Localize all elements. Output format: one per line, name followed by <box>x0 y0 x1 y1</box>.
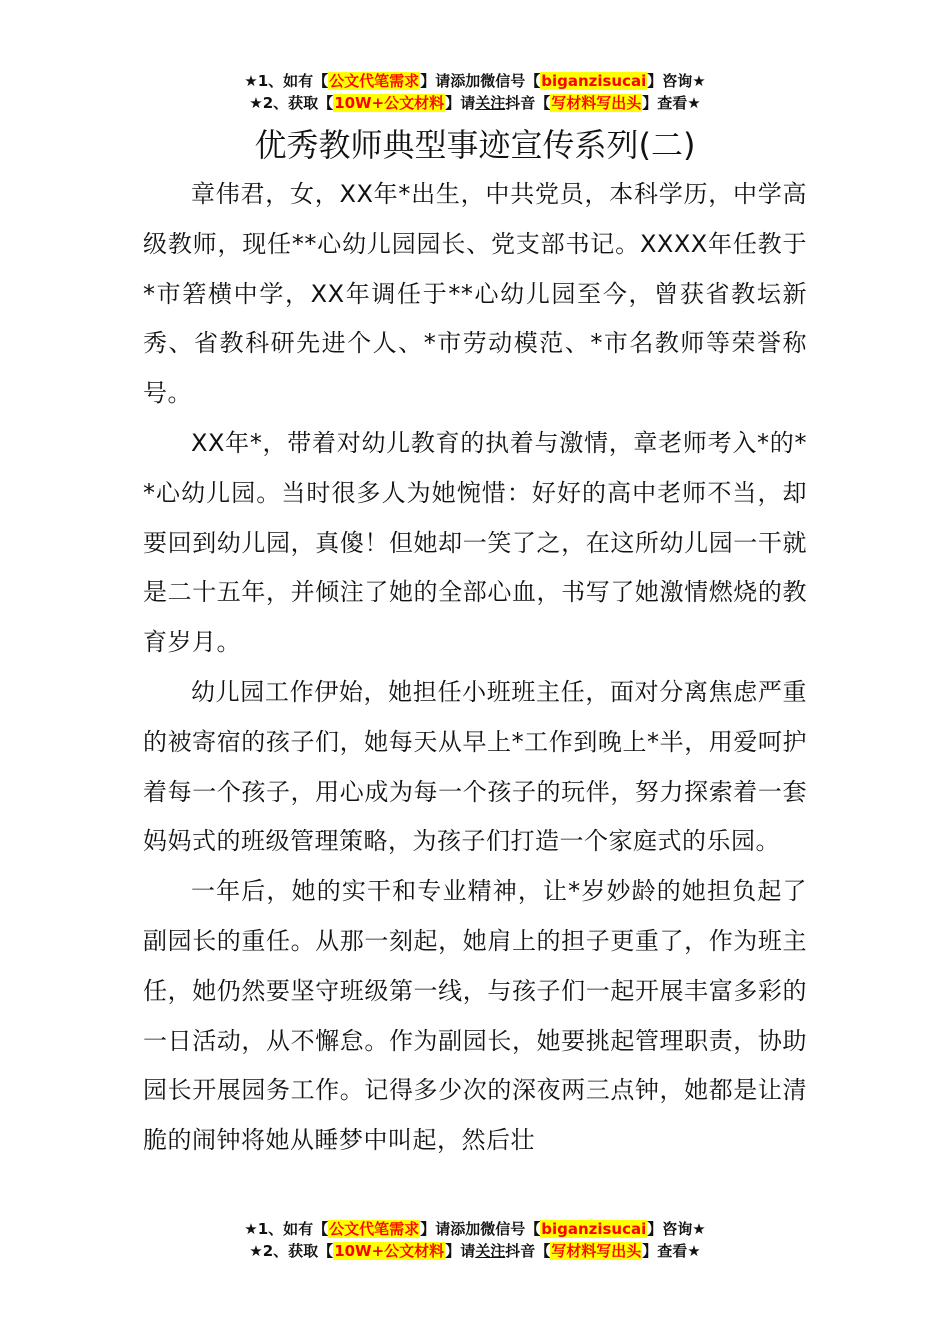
highlight-ghostwriting: 公文代笔需求 <box>329 72 420 90</box>
banner-text: ★2、获取【 <box>249 94 334 112</box>
underlined-follow: 关注 <box>475 1242 506 1260</box>
highlight-wechat-id: biganzisucai <box>541 72 647 90</box>
document-title: 优秀教师典型事迹宣传系列(二) <box>254 126 696 164</box>
paragraph-3: 幼儿园工作伊始，她担任小班班主任，面对分离焦虑严重的被寄宿的孩子们，她每天从早上*工作到晚上*半，用爱呵护着每一个孩子，用心成为每一个孩子的玩伴，努力探索着一套妈妈式的班级管理策略，为孩子们打造一个家庭式的乐园。 <box>143 677 807 856</box>
banner-line-2 <box>0 1240 950 1262</box>
paragraph-1: 章伟君，女，XX年*出生，中共党员，本科学历，中学高级教师，现任**心幼儿园园长、党支部书记。XXXX年任教于*市箬横中学，XX年调任于**心幼儿园至今，曾获省教坛新秀、省教科研先进个人、*市劳动模范、*市名教师等荣誉称号。 <box>143 180 807 408</box>
highlight-wechat-id: biganzisucai <box>541 1220 647 1238</box>
highlight-materials: 10W+公文材料 <box>334 94 445 112</box>
paragraph-4: 一年后，她的实干和专业精神，让*岁妙龄的她担负起了副园长的重任。从那一刻起，她肩上的担子更重了，作为班主任，她仍然要坚守班级第一线，与孩子们一起开展丰富多彩的一日活动，从不懈怠。作为副园长，她要挑起管理职责，协助园长开展园务工作。记得多少次的深夜两三点钟，她都是让清脆的闹钟将她从睡梦中叫起，然后壮 <box>143 877 807 1155</box>
banner-text: 】请添加微信号【 <box>420 1220 541 1238</box>
footer-banner <box>0 1218 950 1262</box>
banner-text: 】咨询★ <box>647 72 706 90</box>
banner-text: 】请 <box>445 1242 476 1260</box>
paragraph-2: XX年*，带着对幼儿教育的执着与激情，章老师考入*的**心幼儿园。当时很多人为她惋惜：好好的高中老师不当，却要回到幼儿园，真傻！但她却一笑了之，在这所幼儿园一干就是二十五年，并倾注了她的全部心血，书写了她激情燃烧的教育岁月。 <box>143 428 807 657</box>
banner-text: 抖音【 <box>505 94 551 112</box>
highlight-ghostwriting: 公文代笔需求 <box>329 1220 420 1238</box>
banner-line-1 <box>0 70 950 92</box>
document-body <box>143 170 807 1215</box>
underlined-follow: 关注 <box>475 94 506 112</box>
banner-text: ★1、如有【 <box>244 1220 329 1238</box>
banner-line-1 <box>0 1218 950 1240</box>
highlight-materials: 10W+公文材料 <box>334 1242 445 1260</box>
header-banner <box>0 70 950 114</box>
banner-text: 】查看★ <box>642 1242 701 1260</box>
highlight-douyin-account: 写材料写出头 <box>551 94 642 112</box>
banner-text: ★2、获取【 <box>249 1242 334 1260</box>
banner-text: 】查看★ <box>642 94 701 112</box>
banner-line-2 <box>0 92 950 114</box>
banner-text: ★1、如有【 <box>244 72 329 90</box>
banner-text: 】请 <box>445 94 476 112</box>
banner-text: 】请添加微信号【 <box>420 72 541 90</box>
banner-text: 】咨询★ <box>647 1220 706 1238</box>
banner-text: 抖音【 <box>505 1242 551 1260</box>
highlight-douyin-account: 写材料写出头 <box>551 1242 642 1260</box>
